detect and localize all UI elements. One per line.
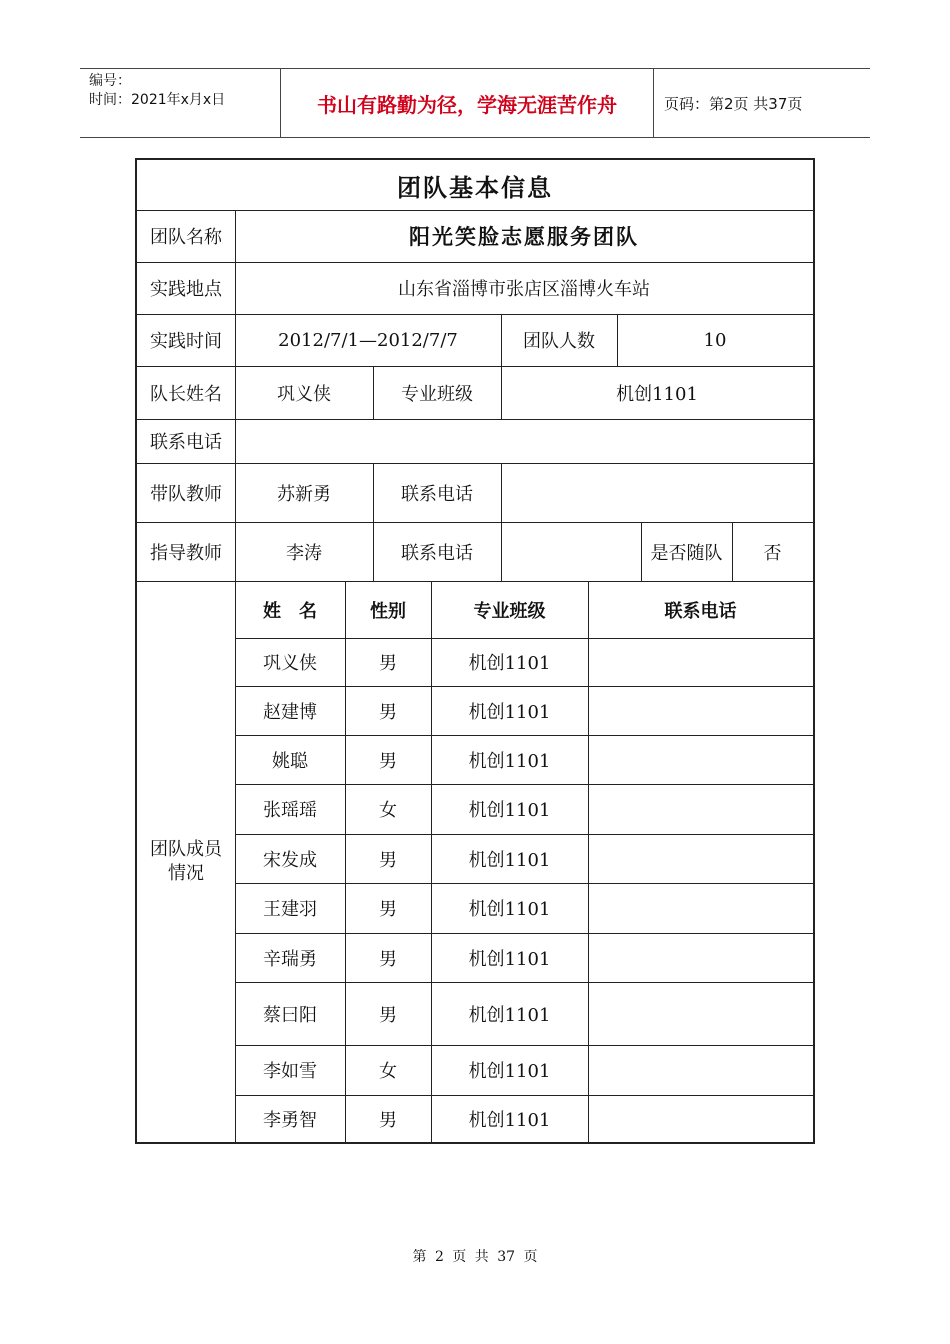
- date-text: 时间：2021年x月x日: [89, 92, 226, 108]
- time-label: 实践时间: [150, 331, 222, 352]
- member-phone: [588, 686, 813, 735]
- leader-class-value: 机创1101: [616, 383, 698, 405]
- member-class: 机创1101: [468, 899, 551, 920]
- team-name-label: 团队名称: [150, 227, 222, 248]
- member-name: 巩义侠: [263, 653, 317, 674]
- member-class: 机创1101: [468, 1061, 551, 1082]
- page-footer: 第 2 页 共 37 页: [412, 1249, 538, 1265]
- member-name: 辛瑞勇: [263, 948, 317, 970]
- advisor-phone-label: 联系电话: [401, 542, 473, 564]
- member-name: 李如雪: [263, 1061, 317, 1082]
- member-class: 机创1101: [468, 1004, 551, 1026]
- member-header-phone: 联系电话: [664, 600, 737, 622]
- member-class: 机创1101: [468, 800, 551, 821]
- page-header: [80, 68, 870, 138]
- member-gender: 男: [379, 750, 397, 772]
- member-gender: 女: [379, 800, 397, 821]
- header-motto: 书山有路勤为径，学海无涯苦作舟: [281, 69, 654, 137]
- leader-value: 巩义侠: [277, 383, 331, 405]
- member-phone: [588, 834, 813, 883]
- member-class: 机创1101: [468, 1109, 551, 1131]
- member-gender: 男: [379, 653, 397, 674]
- member-gender: 男: [379, 1004, 397, 1026]
- member-class: 机创1101: [468, 948, 551, 970]
- accompany-value: 否: [763, 542, 782, 564]
- member-name: 王建羽: [263, 899, 317, 920]
- member-class: 机创1101: [468, 849, 551, 871]
- member-name: 赵建博: [263, 701, 317, 723]
- major-class-label: 专业班级: [401, 383, 473, 405]
- location-value: 山东省淄博市张店区淄博火车站: [398, 279, 650, 300]
- member-phone: [588, 735, 813, 784]
- phone-value: [235, 419, 813, 463]
- member-phone: [588, 982, 813, 1045]
- member-gender: 男: [379, 899, 397, 920]
- member-gender: 男: [379, 948, 397, 970]
- team-name-value: 阳光笑脸志愿服务团队: [409, 224, 639, 249]
- member-phone: [588, 883, 813, 933]
- member-phone: [588, 1095, 813, 1142]
- member-name: 姚聪: [272, 750, 308, 772]
- header-page-info: 页码：第2页 共37页: [664, 94, 803, 113]
- member-class: 机创1101: [468, 750, 551, 772]
- team-info-form: [135, 158, 815, 1144]
- lead-teacher-value: 苏新勇: [277, 483, 331, 505]
- lead-teacher-phone-value: [501, 463, 813, 522]
- member-gender: 男: [379, 1109, 397, 1131]
- member-class: 机创1101: [468, 701, 551, 723]
- advisor-value: 李涛: [286, 542, 322, 564]
- member-header-name: 姓 名: [263, 600, 317, 622]
- headcount-value: 10: [703, 329, 727, 351]
- lead-teacher-phone-label: 联系电话: [401, 483, 473, 505]
- form-title: 团队基本信息: [397, 172, 553, 202]
- header-meta: [80, 69, 281, 137]
- member-gender: 男: [379, 701, 397, 723]
- member-gender: 男: [379, 849, 397, 871]
- location-label: 实践地点: [150, 279, 222, 300]
- member-class: 机创1101: [468, 653, 551, 674]
- leader-label: 队长姓名: [150, 383, 222, 405]
- member-name: 蔡曰阳: [263, 1004, 317, 1026]
- member-header-class: 专业班级: [473, 600, 546, 622]
- member-header-gender: 性别: [370, 600, 406, 622]
- member-gender: 女: [379, 1061, 397, 1082]
- member-name: 宋发成: [263, 849, 317, 871]
- time-value: 2012/7/1—2012/7/7: [278, 329, 458, 351]
- member-phone: [588, 1045, 813, 1095]
- phone-label: 联系电话: [150, 432, 222, 453]
- accompany-label: 是否随队: [650, 542, 723, 564]
- member-phone: [588, 933, 813, 982]
- serial-number-label: 编号：: [89, 73, 131, 89]
- member-phone: [588, 638, 813, 686]
- member-name: 李勇智: [263, 1109, 317, 1131]
- member-phone: [588, 784, 813, 834]
- headcount-label: 团队人数: [523, 331, 595, 352]
- lead-teacher-label: 带队教师: [150, 483, 222, 505]
- advisor-label: 指导教师: [150, 542, 222, 564]
- members-section-label: 团队成员情况: [150, 838, 222, 884]
- member-name: 张瑶瑶: [263, 800, 317, 821]
- advisor-phone-value: [501, 522, 641, 581]
